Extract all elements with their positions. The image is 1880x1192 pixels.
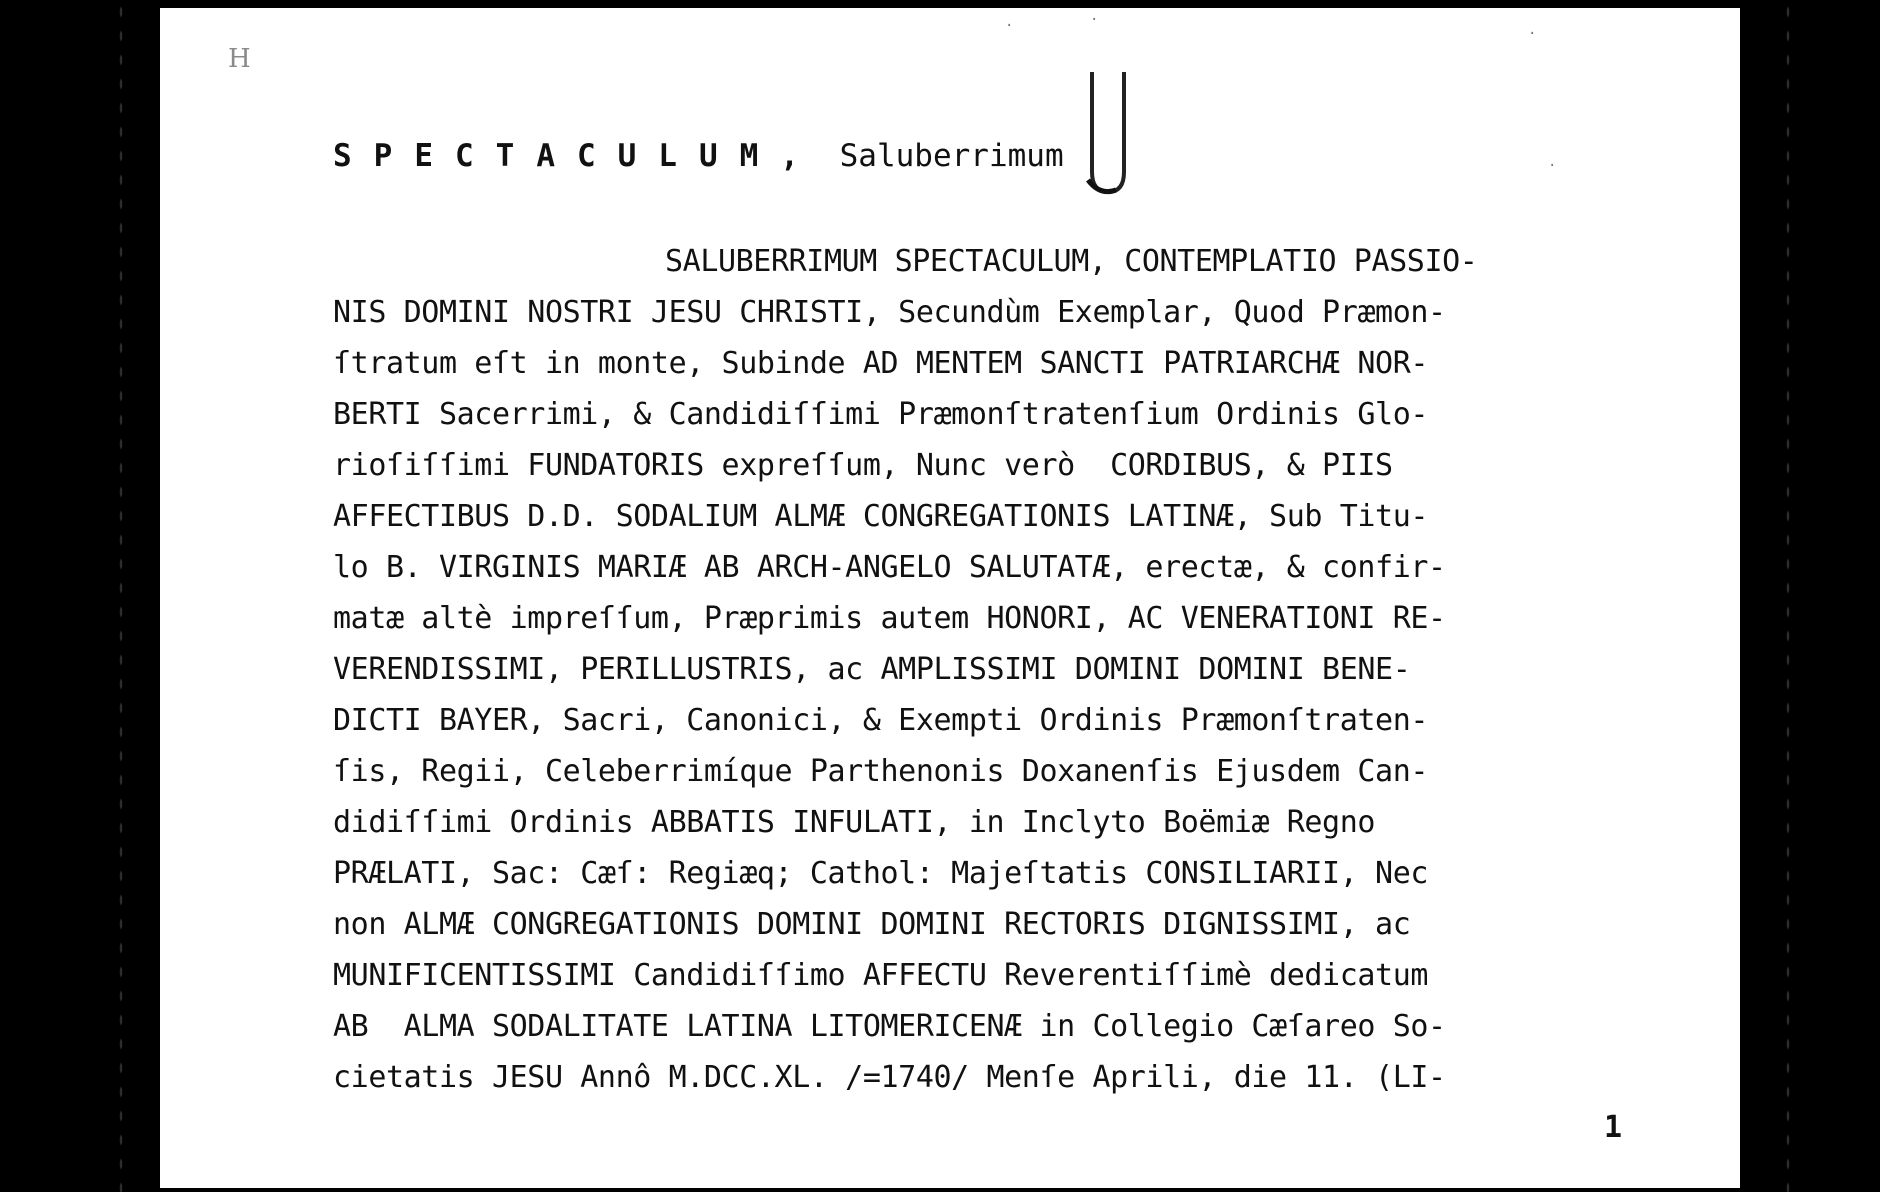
text-line: SALUBERRIMUM SPECTACULUM, CONTEMPLATIO PASSIO- — [665, 244, 1478, 279]
margin-mark: H — [228, 44, 253, 74]
text-line: NIS DOMINI NOSTRI JESU CHRISTI, Secundùm Exemplar, Quod Præmon- — [333, 295, 1446, 330]
scan-speck: · — [1528, 26, 1537, 42]
page-number: 1 — [1604, 1110, 1623, 1145]
scan-speck: · — [1090, 12, 1099, 28]
body-text — [333, 236, 1633, 1103]
text-line: DICTI BAYER, Sacri, Canonici, & Exempti Ordinis Præmonſtraten- — [333, 703, 1429, 738]
scan-speck: · — [1005, 18, 1014, 34]
paper-clip-icon — [1080, 68, 1130, 198]
scan-edge-right — [1785, 0, 1791, 1192]
text-line: ſis, Regii, Celeberrimíque Parthenonis Doxanenſis Ejusdem Can- — [333, 754, 1429, 789]
text-line: AB ALMA SODALITATE LATINA LITOMERICENÆ in Collegio Cæſareo So- — [333, 1009, 1446, 1044]
text-line: PRÆLATI, Sac: Cæſ: Regiæq; Cathol: Majeſtatis CONSILIARII, Nec — [333, 856, 1429, 891]
text-line: MUNIFICENTISSIMI Candidiſſimo AFFECTU Reverentiſſimè dedicatum — [333, 958, 1429, 993]
scan-speck: · — [1548, 158, 1557, 174]
heading-title: SPECTACULUM, — [333, 138, 821, 174]
text-line: VERENDISSIMI, PERILLUSTRIS, ac AMPLISSIMI DOMINI DOMINI BENE- — [333, 652, 1411, 687]
text-line: ſtratum eſt in monte, Subinde AD MENTEM SANCTI PATRIARCHÆ NOR- — [333, 346, 1429, 381]
document-page — [160, 8, 1740, 1188]
text-line: didiſſimi Ordinis ABBATIS INFULATI, in Inclyto Boëmiæ Regno — [333, 805, 1376, 840]
text-line: non ALMÆ CONGREGATIONIS DOMINI DOMINI RECTORIS DIGNISSIMI, ac — [333, 907, 1411, 942]
text-line: lo B. VIRGINIS MARIÆ AB ARCH-ANGELO SALUTATÆ, erectæ, & confir- — [333, 550, 1446, 585]
text-line: cietatis JESU Annô M.DCC.XL. /=1740/ Menſe Aprili, die 11. (LI- — [333, 1060, 1446, 1095]
text-line: BERTI Sacerrimi, & Candidiſſimi Præmonſtratenſium Ordinis Glo- — [333, 397, 1429, 432]
heading-subtitle: Saluberrimum — [839, 138, 1064, 174]
text-line: matæ altè impreſſum, Præprimis autem HONORI, AC VENERATIONI RE- — [333, 601, 1446, 636]
scan-edge-left — [118, 0, 124, 1192]
text-line: AFFECTIBUS D.D. SODALIUM ALMÆ CONGREGATIONIS LATINÆ, Sub Titu- — [333, 499, 1429, 534]
document-heading — [333, 138, 1064, 174]
text-line: rioſiſſimi FUNDATORIS expreſſum, Nunc verò CORDIBUS, & PIIS — [333, 448, 1393, 483]
